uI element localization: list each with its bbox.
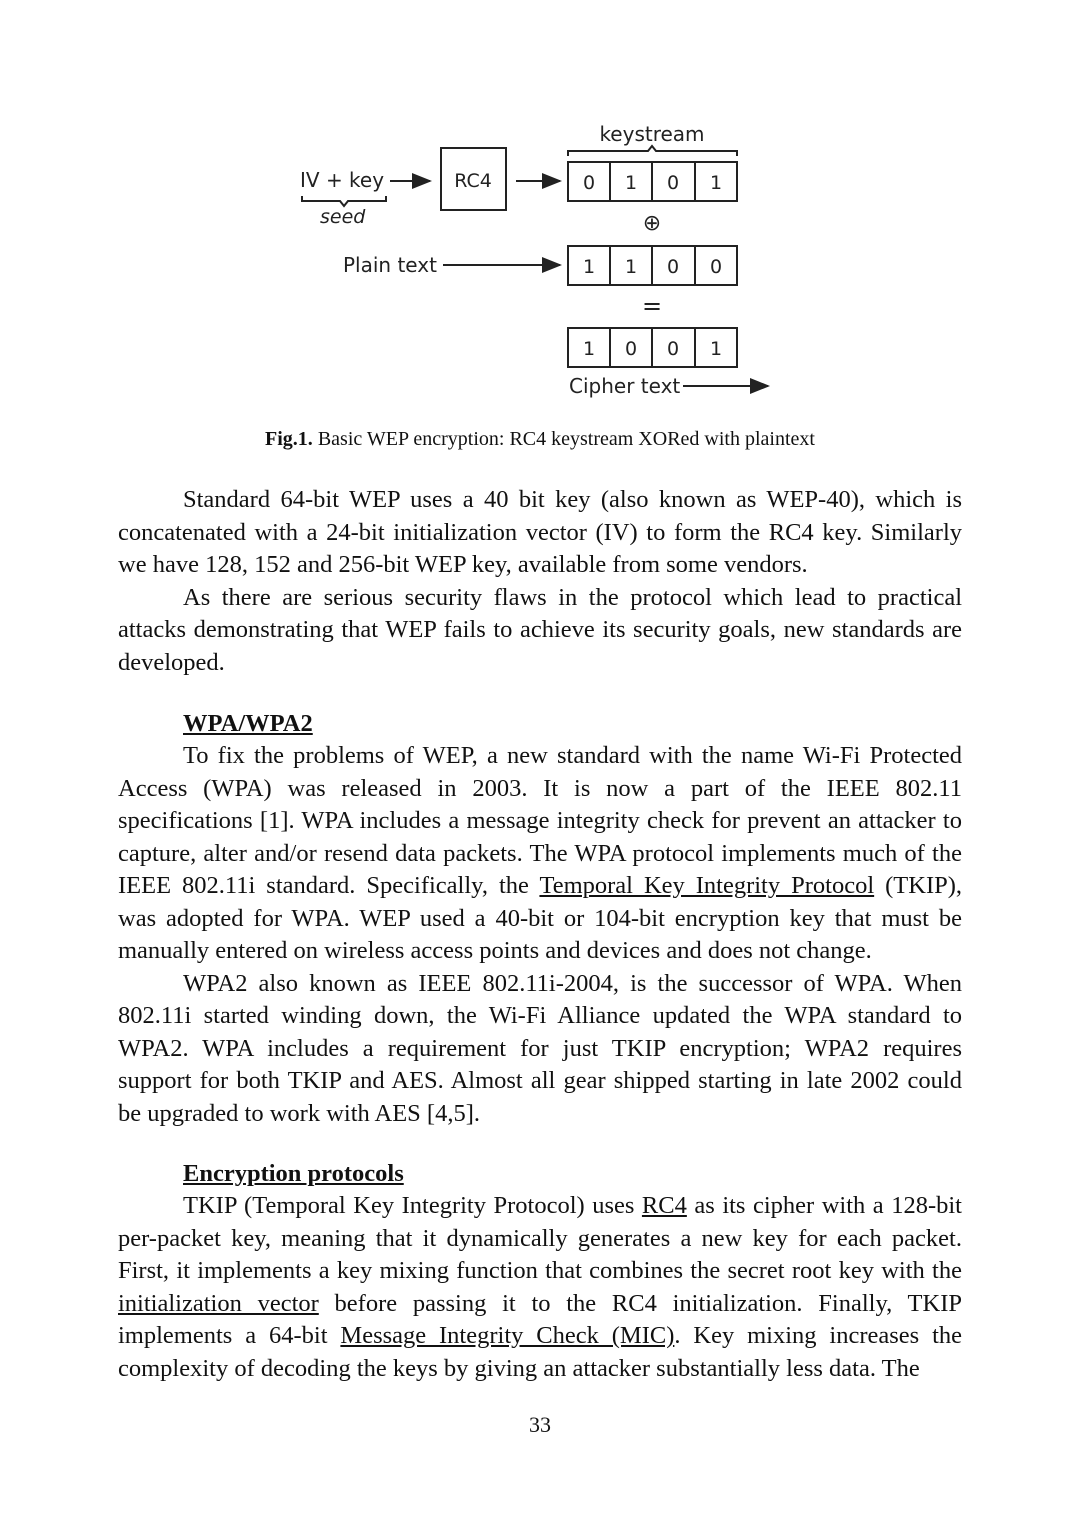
text-run: TKIP (Temporal Key Integrity Protocol) uses <box>183 1192 642 1219</box>
encryption-section <box>118 1190 962 1385</box>
text-run: (TKIP), was adopted for WPA. WEP used a 40-bit or 104-bit encryption key that must be manually entered on wireless access points and devices and does not change. <box>118 872 963 964</box>
ciphertext-bit: 1 <box>709 338 723 360</box>
keystream-bits <box>568 162 737 201</box>
seed-label: seed <box>320 206 366 228</box>
rc4-label: RC4 <box>454 170 492 192</box>
ciphertext-bit: 0 <box>666 338 680 360</box>
wpa-heading: WPA/WPA2 <box>183 710 313 737</box>
plaintext-bit: 0 <box>709 256 723 278</box>
plaintext-bit: 0 <box>666 256 680 278</box>
ciphertext-label: Cipher text <box>569 374 681 398</box>
plaintext-bit: 1 <box>582 256 596 278</box>
plaintext-bits <box>568 246 737 285</box>
text-run: before passing it to the RC4 initialization. Finally, TKIP implements a 64-bit <box>118 1289 962 1349</box>
paragraph: WPA2 also known as IEEE 802.11i-2004, is the successor of WPA. When 802.11i started winding down, the Wi-Fi Alliance updated the WPA standard to WPA2. WPA includes a requirement for just TKIP encryption; WPA2 requires support for both TKIP and AES. Almost all gear shipped starting in late 2002 could be upgraded to work with AES [4,5]. <box>118 969 962 1127</box>
mic-link[interactable]: Message Integrity Check (MIC) <box>340 1322 675 1349</box>
plaintext-label: Plain text <box>343 253 437 277</box>
equals-symbol: = <box>641 292 663 320</box>
input-label: IV + key <box>300 168 385 192</box>
keystream-bit: 0 <box>582 172 596 194</box>
keystream-label: keystream <box>599 122 705 146</box>
paragraph: Standard 64-bit WEP uses a 40 bit key (also known as WEP-40), which is concatenated with a 24-bit initialization vector (IV) to form the RC4 key. Similarly we have 128, 152 and 256-bit WEP key, available from some vendors. <box>118 486 962 578</box>
ciphertext-bit: 0 <box>624 338 638 360</box>
figure-caption-label: Fig.1. <box>265 428 313 450</box>
keystream-bit: 1 <box>709 172 723 194</box>
wep-key-section <box>118 484 962 679</box>
tkip-link[interactable]: Temporal Key Integrity Protocol <box>539 872 875 899</box>
keystream-bit: 0 <box>666 172 680 194</box>
text-run: To fix the problems of WEP, a new standard with the name Wi-Fi Protected Access (WPA) was released in 2003. It is now a part of the IEEE 802.11 specifications [1]. WPA includes a message integrity check for prevent an attacker to capture, alter and/or resend data packets. The WPA protocol implements much of the IEEE 802.11i standard. Specifically, the <box>118 742 962 899</box>
page-number: 33 <box>529 1412 551 1437</box>
wpa-section <box>118 740 962 1130</box>
figure-caption-text: Basic WEP encryption: RC4 keystream XORed with plaintext <box>312 428 815 450</box>
ciphertext-bit: 1 <box>582 338 596 360</box>
paragraph: As there are serious security flaws in the protocol which lead to practical attacks demonstrating that WEP fails to achieve its security goals, new standards are developed. <box>118 583 962 676</box>
initialization-vector-link[interactable]: initialization vector <box>118 1289 319 1317</box>
rc4-link[interactable]: RC4 <box>641 1192 687 1219</box>
encryption-protocols-heading: Encryption protocols <box>183 1160 404 1187</box>
ciphertext-bits <box>568 328 737 367</box>
paragraph <box>118 740 962 968</box>
xor-symbol: ⊕ <box>642 211 662 236</box>
keystream-brace <box>568 146 737 156</box>
figure-caption <box>0 426 1080 452</box>
keystream-bit: 1 <box>624 172 638 194</box>
paragraph <box>118 1190 962 1385</box>
plaintext-bit: 1 <box>624 256 638 278</box>
text-run: . Key mixing increases the complexity of decoding the keys by giving an attacker substantially less data. The <box>118 1322 963 1382</box>
seed-brace <box>302 196 386 206</box>
text-run: as its cipher with a 128-bit per-packet key, meaning that it dynamically generates a new key for each packet. First, it implements a key mixing function that combines the secret root key with the <box>118 1192 962 1284</box>
wep-encryption-diagram <box>0 0 1080 420</box>
